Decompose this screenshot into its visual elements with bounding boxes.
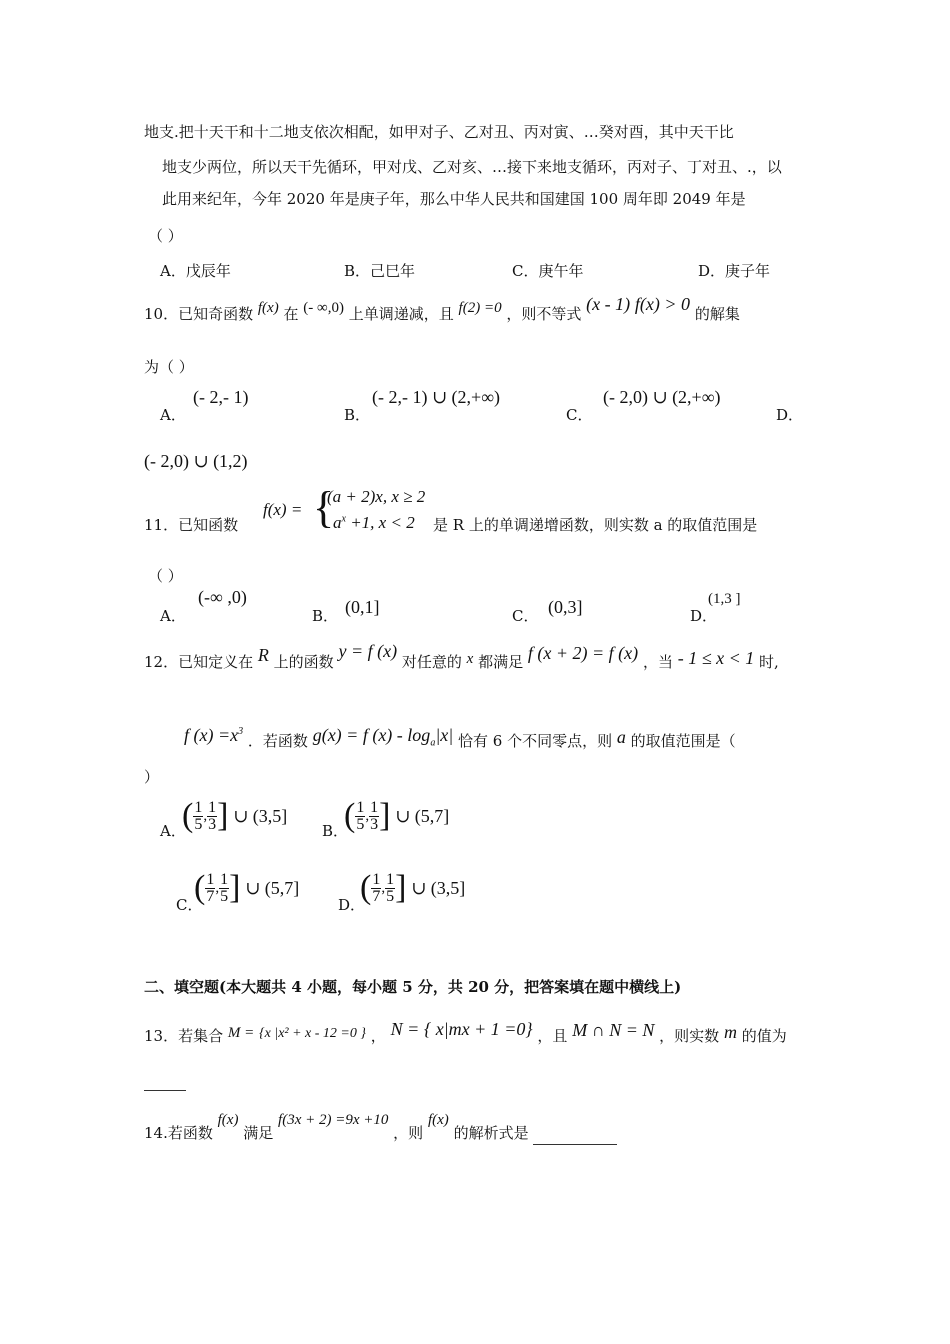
q12-a: a xyxy=(616,727,626,747)
q10-ineq-factor: (x - 1) xyxy=(586,294,631,314)
q13-num: 13．若集合 xyxy=(144,1027,224,1045)
q10-zai: 在 xyxy=(283,305,299,323)
q9-line3: 此用来纪年，今年 2020 年是庚子年，那么中华人民共和国建国 100 周年即 2049 年是 xyxy=(162,190,746,208)
q10-option-c: (- 2,0) ∪ (2,+∞) xyxy=(603,387,721,407)
q12-any: 对任意的 xyxy=(401,653,462,671)
q12-label-d: D． xyxy=(338,896,366,914)
q9-option-a: A．戊辰年 xyxy=(160,262,231,280)
q11-fx: f(x) = xyxy=(263,500,303,519)
q13-stem xyxy=(144,1019,787,1049)
q11-label-a: A． xyxy=(160,607,186,625)
q11-option-a: (-∞ ,0) xyxy=(198,587,247,607)
q12-option-a: ( $\frac{1}{5}$ , $\frac{1}{3}$ ] ∪ (3,5] xyxy=(182,797,288,834)
q13-then: ，则实数 xyxy=(659,1027,720,1045)
q12-feq: f (x + 2) = f (x) xyxy=(527,643,639,663)
q14-stem xyxy=(144,1112,617,1145)
q10-mono: 上单调递减，且 xyxy=(348,305,454,323)
q13-val: 的值为 xyxy=(741,1027,787,1045)
q12-shi: 时, xyxy=(759,653,779,671)
q11-piece2: $a^x +1$, x < 2 xyxy=(333,513,415,532)
q11-label-d: D． xyxy=(690,607,718,625)
q9-paren: （ ） xyxy=(148,227,183,245)
q12-sat: 都满足 xyxy=(478,653,524,671)
q12-line2 xyxy=(184,726,736,760)
q10-option-b: (- 2,- 1) ∪ (2,+∞) xyxy=(372,387,501,407)
q9-option-b: B．己巳年 xyxy=(344,262,416,280)
q10-fx: f(x) xyxy=(257,300,279,316)
q12-range-text: 的取值范围是（ xyxy=(630,732,736,750)
q13-answer-blank[interactable] xyxy=(144,1076,186,1091)
q12-gx: g(x) = f $(x) - \log_a|x|$ xyxy=(312,725,454,749)
q10-label-d: D． xyxy=(776,406,804,424)
q10-sol: 的解集 xyxy=(694,305,740,323)
q11-label-c: C． xyxy=(512,607,539,625)
q10-ineq-text: ，则不等式 xyxy=(506,305,582,323)
q10-wei: 为（ ） xyxy=(144,358,194,376)
q13-cond: M ∩ N = N xyxy=(572,1020,655,1040)
q12-R: R xyxy=(257,645,269,665)
q12-if: ．若函数 xyxy=(247,732,308,750)
section2-title: 二、填空题(本大题共 4 小题，每小题 5 分，共 20 分，把答案填在题中横线上) xyxy=(144,978,682,996)
q10-ineq-fx: f(x) > 0 xyxy=(634,294,691,314)
q11-rest: 是 R 上的单调递增函数，则实数 a 的取值范围是 xyxy=(433,516,758,534)
q13-m: m xyxy=(723,1022,737,1042)
q14-sat: 满足 xyxy=(243,1124,274,1142)
q10-label-a: A． xyxy=(160,406,186,424)
q11-paren: （ ） xyxy=(148,567,183,585)
q10-f2: f(2) =0 xyxy=(458,300,502,316)
q13-N: N = xyxy=(390,1019,420,1039)
q14-expr: 的解析式是 xyxy=(453,1124,529,1142)
q11-label-b: B． xyxy=(312,607,339,625)
q12-option-d: ( $\frac{1}{7}$ , $\frac{1}{5}$ ] ∪ (3,5] xyxy=(360,869,466,906)
q12-x: x xyxy=(466,651,474,667)
q12-stem xyxy=(144,641,779,674)
q12-label-a: A． xyxy=(160,822,186,840)
q10-option-a: (- 2,- 1) xyxy=(193,387,249,407)
q11-piece1: (a + 2)x, x ≥ 2 xyxy=(327,487,426,506)
q12-option-b: ( $\frac{1}{5}$ , $\frac{1}{3}$ ] ∪ (5,7] xyxy=(344,797,450,834)
q10-label-c: C． xyxy=(566,406,593,424)
q9-option-d: D．庚子年 xyxy=(698,262,771,280)
q12-close: ） xyxy=(144,768,160,786)
q14-eq: f(3x + 2) =9x +10 xyxy=(278,1112,389,1128)
q12-zero: 恰有 6 个不同零点，则 xyxy=(457,732,613,750)
q14-fx2: f(x) xyxy=(427,1112,449,1128)
q12-yfx: y = f (x) xyxy=(338,641,398,661)
q14-then: ，则 xyxy=(393,1124,424,1142)
q11-num: 11．已知函数 xyxy=(144,516,239,534)
q10-stem xyxy=(144,294,740,326)
q9-option-c: C．庚午年 xyxy=(512,262,584,280)
q12-num: 12．已知定义在 xyxy=(144,653,254,671)
q9-line1: 地支.把十天干和十二地支依次相配，如甲对子、乙对丑、丙对寅、…癸对酉，其中天干比 xyxy=(144,123,734,141)
q12-range: - 1 ≤ x < 1 xyxy=(677,648,755,668)
q13-M: M = xyxy=(227,1025,255,1041)
q10-label-b: B． xyxy=(344,406,371,424)
q12-fn: 上的函数 xyxy=(273,653,334,671)
q12-option-c: ( $\frac{1}{7}$ , $\frac{1}{5}$ ] ∪ (5,7] xyxy=(194,869,300,906)
q12-fx3: f $(x) =x^3$ xyxy=(184,725,244,745)
q9-line2: 地支少两位，所以天干先循环，甲对戊、乙对亥、…接下来地支循环，丙对子、丁对丑、.，以 xyxy=(162,158,782,176)
q11-option-d: (1,3 ] xyxy=(708,591,741,607)
q10-interval: (- ∞,0) xyxy=(303,300,344,316)
q11-option-b: (0,1] xyxy=(345,597,380,617)
q13-setN: { x|mx + 1 =0} xyxy=(424,1019,533,1039)
q14-fx: f(x) xyxy=(217,1112,239,1128)
q14-answer-blank[interactable] xyxy=(533,1128,617,1145)
q14-num: 14.若函数 xyxy=(144,1124,213,1142)
q11-option-c: (0,3] xyxy=(548,597,583,617)
q10-num: 10．已知奇函数 xyxy=(144,305,254,323)
q12-label-b: B． xyxy=(322,822,349,840)
q12-when: ，当 xyxy=(642,653,673,671)
q13-and: ，且 xyxy=(537,1027,568,1045)
q13-setM: {x |x² + x - 12 =0 } xyxy=(259,1026,366,1041)
q11-brace: { xyxy=(313,483,335,532)
q10-option-d: (- 2,0) ∪ (1,2) xyxy=(144,451,248,471)
q13-comma: ， xyxy=(370,1027,386,1045)
q12-label-c: C． xyxy=(176,896,203,914)
